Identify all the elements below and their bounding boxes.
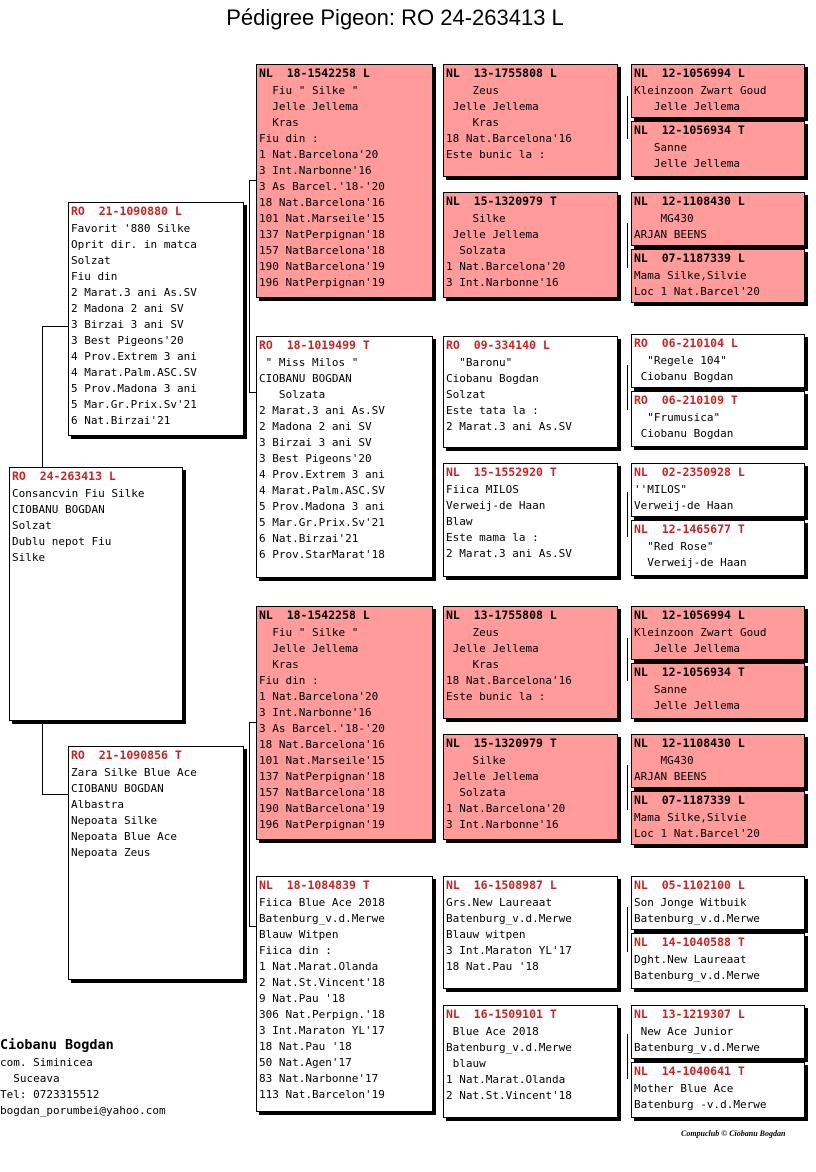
info-line: MG430 <box>634 212 694 225</box>
pigeon-box-sire-dam <box>256 336 433 578</box>
pigeon-box-ancestor <box>631 463 805 517</box>
info-line: Jelle Jellema <box>634 699 740 712</box>
info-line: Kras <box>259 116 299 129</box>
info-line: Dght.New Laureaat <box>634 953 747 966</box>
info-line: 3 Int.Narbonne'16 <box>446 818 559 831</box>
ring-number: NL 15-1320979 T <box>446 194 557 208</box>
info-line: Solzat <box>71 254 111 267</box>
ring-number: NL 18-1084839 T <box>259 878 370 892</box>
info-line: Albastra <box>71 798 124 811</box>
info-line: 4 Prov.Extrem 3 ani <box>259 468 385 481</box>
pigeon-box-dam <box>68 746 244 980</box>
info-line: 1 Nat.Barcelona'20 <box>259 148 379 161</box>
info-line: ''MILOS" <box>634 483 687 496</box>
info-line: 5 Mar.Gr.Prix.Sv'21 <box>71 398 197 411</box>
info-line: CIOBANU BOGDAN <box>259 372 352 385</box>
ring-number: NL 15-1552920 T <box>446 465 557 479</box>
info-line: Este bunic la : <box>446 690 546 703</box>
info-line: 6 Prov.StarMarat'18 <box>259 548 385 561</box>
ring-number: NL 12-1056934 T <box>634 123 745 137</box>
info-line: Jelle Jellema <box>446 228 539 241</box>
pigeon-box-ssd <box>443 192 618 298</box>
pigeon-box-ancestor <box>631 1005 805 1059</box>
info-line: 83 Nat.Narbonne'17 <box>259 1072 379 1085</box>
info-line: Fiu din : <box>259 674 319 687</box>
info-line: 3 Int.Maraton YL'17 <box>446 944 572 957</box>
info-line: Loc 1 Nat.Barcel'20 <box>634 827 760 840</box>
info-line: ARJAN BEENS <box>634 770 707 783</box>
connector-line <box>627 765 628 810</box>
info-line: Solzat <box>12 519 52 532</box>
info-line: 1 Nat.Barcelona'20 <box>446 260 566 273</box>
info-line: 5 Prov.Madona 3 ani <box>259 500 385 513</box>
ring-number: NL 13-1755808 L <box>446 608 557 622</box>
info-line: Este mama la : <box>446 531 539 544</box>
info-line: 190 NatBarcelona'19 <box>259 260 385 273</box>
info-line: Fiu din <box>71 270 118 283</box>
info-line: Verweij-de Haan <box>634 499 734 512</box>
info-line: 2 Marat.3 ani As.SV <box>71 286 197 299</box>
info-line: 196 NatPerpignan'19 <box>259 276 385 289</box>
info-line: Loc 1 Nat.Barcel'20 <box>634 285 760 298</box>
pigeon-box-ancestor <box>631 663 805 719</box>
info-line: 4 Marat.Palm.ASC.SV <box>71 366 197 379</box>
info-line: Solzat <box>446 388 486 401</box>
ring-number: NL 14-1040641 T <box>634 1064 745 1078</box>
info-line: 157 NatBarcelona'18 <box>259 244 385 257</box>
ring-number: RO 18-1019499 T <box>259 338 370 352</box>
info-line: 3 Birzai 3 ani SV <box>259 436 372 449</box>
info-line: Dublu nepot Fiu <box>12 535 112 548</box>
owner-line: Tel: 0723315512 <box>0 1088 100 1101</box>
info-line: 306 Nat.Perpign.'18 <box>259 1008 385 1021</box>
info-line: 18 Nat.Barcelona'16 <box>259 738 385 751</box>
ring-number: NL 12-1056994 L <box>634 66 745 80</box>
connector-line <box>249 722 250 926</box>
info-line: Verweij-de Haan <box>634 556 747 569</box>
ring-number: RO 06-210104 L <box>634 336 738 350</box>
connector-line <box>42 326 43 468</box>
info-line: Nepoata Blue Ace <box>71 830 177 843</box>
info-line: 1 Nat.Barcelona'20 <box>446 802 566 815</box>
connector-line <box>627 638 628 681</box>
info-line: 2 Nat.St.Vincent'18 <box>259 976 385 989</box>
info-line: Silke <box>12 551 46 564</box>
info-line: 2 Madona 2 ani SV <box>259 420 372 433</box>
info-line: 6 Nat.Birzai'21 <box>71 414 171 427</box>
info-line: Jelle Jellema <box>259 100 359 113</box>
pigeon-box-ddd <box>443 1005 618 1118</box>
info-line: Zeus <box>446 626 499 639</box>
pigeon-box-ancestor <box>631 334 805 388</box>
info-line: 101 Nat.Marseile'15 <box>259 754 385 767</box>
pigeon-box-subject <box>9 467 183 721</box>
owner-line: Suceava <box>0 1072 60 1085</box>
info-line: 9 Nat.Pau '18 <box>259 992 346 1005</box>
pigeon-box-dam-sire <box>256 606 433 840</box>
info-line: 190 NatBarcelona'19 <box>259 802 385 815</box>
info-line: blauw <box>446 1057 486 1070</box>
pigeon-box-ancestor <box>631 64 805 118</box>
pigeon-box-sds <box>443 336 618 448</box>
info-line: Favorit '880 Silke <box>71 222 191 235</box>
owner-name: Ciobanu Bogdan <box>0 1037 114 1053</box>
info-line: 18 Nat.Pau '18 <box>259 1040 352 1053</box>
info-line: "Frumusica" <box>634 411 721 424</box>
info-line: Ciobanu Bogdan <box>446 372 539 385</box>
info-line: Fiu din : <box>259 132 319 145</box>
info-line: Silke <box>446 212 506 225</box>
pigeon-box-dam-dam <box>256 876 433 1112</box>
pigeon-box-ancestor <box>631 520 805 576</box>
pigeon-box-ancestor <box>631 1062 805 1118</box>
info-line: Nepoata Silke <box>71 814 158 827</box>
ring-number: NL 05-1102100 L <box>634 878 745 892</box>
pigeon-box-ancestor <box>631 606 805 660</box>
pigeon-box-dsd <box>443 734 618 840</box>
connector-line <box>627 365 628 410</box>
info-line: Nepoata Zeus <box>71 846 151 859</box>
info-line: 196 NatPerpignan'19 <box>259 818 385 831</box>
info-line: Kras <box>446 116 499 129</box>
info-line: Batenburg_v.d.Merwe <box>634 969 760 982</box>
info-line: 101 Nat.Marseile'15 <box>259 212 385 225</box>
info-line: 3 Best Pigeons'20 <box>71 334 184 347</box>
info-line: 5 Prov.Madona 3 ani <box>71 382 197 395</box>
info-line: 113 Nat.Barcelon'19 <box>259 1088 385 1101</box>
info-line: Kras <box>259 658 299 671</box>
pigeon-box-ancestor <box>631 192 805 246</box>
page-title: Pédigree Pigeon: RO 24-263413 L <box>226 5 564 30</box>
ring-number: NL 07-1187339 L <box>634 793 745 807</box>
info-line: Jelle Jellema <box>259 642 359 655</box>
pigeon-box-sire-sire <box>256 64 433 298</box>
info-line: Verweij-de Haan <box>446 499 546 512</box>
info-line: 6 Nat.Birzai'21 <box>259 532 359 545</box>
info-line: Jelle Jellema <box>634 642 740 655</box>
info-line: 3 Best Pigeons'20 <box>259 452 372 465</box>
ring-number: NL 12-1108430 L <box>634 194 745 208</box>
info-line: Fiica MILOS <box>446 483 519 496</box>
info-line: Fiu " Silke " <box>259 626 359 639</box>
ring-number: RO 21-1090880 L <box>71 204 182 218</box>
info-line: 1 Nat.Marat.Olanda <box>259 960 379 973</box>
info-line: Ciobanu Bogdan <box>634 427 734 440</box>
pigeon-box-sire <box>68 202 244 436</box>
pigeon-box-ancestor <box>631 391 805 447</box>
info-line: Ciobanu Bogdan <box>634 370 734 383</box>
info-line: Silke <box>446 754 506 767</box>
pigeon-box-ancestor <box>631 876 805 930</box>
pigeon-box-ancestor <box>631 249 805 303</box>
info-line: Fiica Blue Ace 2018 <box>259 896 385 909</box>
info-line: 3 As Barcel.'18-'20 <box>259 180 385 193</box>
ring-number: NL 07-1187339 L <box>634 251 745 265</box>
info-line: Solzata <box>446 244 506 257</box>
ring-number: NL 16-1509101 T <box>446 1007 557 1021</box>
info-line: 2 Marat.3 ani As.SV <box>446 547 572 560</box>
ring-number: NL 12-1056994 L <box>634 608 745 622</box>
ring-number: RO 21-1090856 T <box>71 748 182 762</box>
pigeon-box-ancestor <box>631 933 805 989</box>
ring-number: NL 13-1755808 L <box>446 66 557 80</box>
ring-number: NL 12-1108430 L <box>634 736 745 750</box>
info-line: Kleinzoon Zwart Goud <box>634 84 767 97</box>
info-line: 2 Nat.St.Vincent'18 <box>446 1089 572 1102</box>
connector-line <box>42 794 70 795</box>
ring-number: NL 18-1542258 L <box>259 66 370 80</box>
info-line: Fiica din : <box>259 944 332 957</box>
owner-email: bogdan_porumbei@yahoo.com <box>0 1104 166 1117</box>
pigeon-box-sdd <box>443 463 618 577</box>
ring-number: RO 09-334140 L <box>446 338 550 352</box>
owner-info <box>0 1035 166 1119</box>
ring-number: NL 15-1320979 T <box>446 736 557 750</box>
connector-line <box>627 1034 628 1079</box>
info-line: 5 Mar.Gr.Prix.Sv'21 <box>259 516 385 529</box>
footer-credit: Compuclub © Ciobanu Bogdan <box>681 1129 786 1138</box>
info-line: 3 As Barcel.'18-'20 <box>259 722 385 735</box>
info-line: 2 Madona 2 ani SV <box>71 302 184 315</box>
info-line: 18 Nat.Barcelona'16 <box>446 674 572 687</box>
info-line: Batenburg_v.d.Merwe <box>634 1041 760 1054</box>
connector-line <box>627 223 628 268</box>
ring-number: RO 24-263413 L <box>12 469 116 483</box>
info-line: Sanne <box>634 141 687 154</box>
connector-line <box>42 326 70 327</box>
connector-line <box>627 907 628 952</box>
info-line: "Red Rose" <box>634 540 714 553</box>
info-line: Consancvin Fiu Silke <box>12 487 145 500</box>
info-line: Blue Ace 2018 <box>446 1025 539 1038</box>
info-line: Batenburg_v.d.Merwe <box>446 912 572 925</box>
info-line: Jelle Jellema <box>446 642 539 655</box>
pigeon-box-sss <box>443 64 618 177</box>
info-line: 18 Nat.Barcelona'16 <box>446 132 572 145</box>
ring-number: NL 12-1056934 T <box>634 665 745 679</box>
info-line: Este tata la : <box>446 404 539 417</box>
info-line: Blaw <box>446 515 473 528</box>
pigeon-box-dds <box>443 876 618 989</box>
info-line: 3 Int.Narbonne'16 <box>259 164 372 177</box>
info-line: Fiu " Silke " <box>259 84 359 97</box>
info-line: Jelle Jellema <box>446 770 539 783</box>
info-line: 137 NatPerpignan'18 <box>259 228 385 241</box>
info-line: Batenburg_v.d.Merwe <box>634 912 760 925</box>
info-line: Mama Silke,Silvie <box>634 811 747 824</box>
info-line: Sanne <box>634 683 687 696</box>
connector-line <box>627 96 628 139</box>
info-line: Jelle Jellema <box>634 157 740 170</box>
info-line: 4 Marat.Palm.ASC.SV <box>259 484 385 497</box>
info-line: 2 Marat.3 ani As.SV <box>259 404 385 417</box>
connector-line <box>627 492 628 537</box>
info-line: 3 Int.Maraton YL'17 <box>259 1024 385 1037</box>
info-line: Blauw Witpen <box>259 928 339 941</box>
info-line: 2 Marat.3 ani As.SV <box>446 420 572 433</box>
info-line: Zeus <box>446 84 499 97</box>
info-line: Mother Blue Ace <box>634 1082 734 1095</box>
info-line: 3 Int.Narbonne'16 <box>446 276 559 289</box>
info-line: MG430 <box>634 754 694 767</box>
info-line: Este bunic la : <box>446 148 546 161</box>
info-line: Son Jonge Witbuik <box>634 896 747 909</box>
pigeon-box-ancestor <box>631 734 805 788</box>
ring-number: NL 02-2350928 L <box>634 465 745 479</box>
info-line: Mama Silke,Silvie <box>634 269 747 282</box>
info-line: "Baronu" <box>446 356 513 369</box>
info-line: "Regele 104" <box>634 354 727 367</box>
info-line: Kras <box>446 658 499 671</box>
info-line: Zara Silke Blue Ace <box>71 766 197 779</box>
info-line: CIOBANU BOGDAN <box>71 782 164 795</box>
info-line: Batenburg -v.d.Merwe <box>634 1098 767 1111</box>
info-line: CIOBANU BOGDAN <box>12 503 105 516</box>
info-line: " Miss Milos " <box>259 356 359 369</box>
info-line: 3 Birzai 3 ani SV <box>71 318 184 331</box>
pigeon-box-ancestor <box>631 791 805 845</box>
info-line: Jelle Jellema <box>634 100 740 113</box>
info-line: Batenburg_v.d.Merwe <box>446 1041 572 1054</box>
ring-number: NL 12-1465677 T <box>634 522 745 536</box>
info-line: 1 Nat.Marat.Olanda <box>446 1073 566 1086</box>
owner-line: com. Siminicea <box>0 1056 93 1069</box>
info-line: New Ace Junior <box>634 1025 734 1038</box>
info-line: Blauw witpen <box>446 928 526 941</box>
ring-number: NL 14-1040588 T <box>634 935 745 949</box>
info-line: 3 Int.Narbonne'16 <box>259 706 372 719</box>
info-line: Grs.New Laureaat <box>446 896 552 909</box>
ring-number: RO 06-210109 T <box>634 393 738 407</box>
info-line: ARJAN BEENS <box>634 228 707 241</box>
info-line: 18 Nat.Barcelona'16 <box>259 196 385 209</box>
info-line: Batenburg_v.d.Merwe <box>259 912 385 925</box>
info-line: 1 Nat.Barcelona'20 <box>259 690 379 703</box>
info-line: 157 NatBarcelona'18 <box>259 786 385 799</box>
info-line: 18 Nat.Pau '18 <box>446 960 539 973</box>
ring-number: NL 13-1219307 L <box>634 1007 745 1021</box>
pigeon-box-dss <box>443 606 618 719</box>
ring-number: NL 18-1542258 L <box>259 608 370 622</box>
info-line: Oprit dir. in matca <box>71 238 197 251</box>
info-line: Solzata <box>259 388 326 401</box>
info-line: Jelle Jellema <box>446 100 539 113</box>
info-line: 4 Prov.Extrem 3 ani <box>71 350 197 363</box>
connector-line <box>249 180 250 392</box>
info-line: 50 Nat.Agen'17 <box>259 1056 352 1069</box>
info-line: 137 NatPerpignan'18 <box>259 770 385 783</box>
info-line: Solzata <box>446 786 506 799</box>
ring-number: NL 16-1508987 L <box>446 878 557 892</box>
pigeon-box-ancestor <box>631 121 805 177</box>
info-line: Kleinzoon Zwart Goud <box>634 626 767 639</box>
